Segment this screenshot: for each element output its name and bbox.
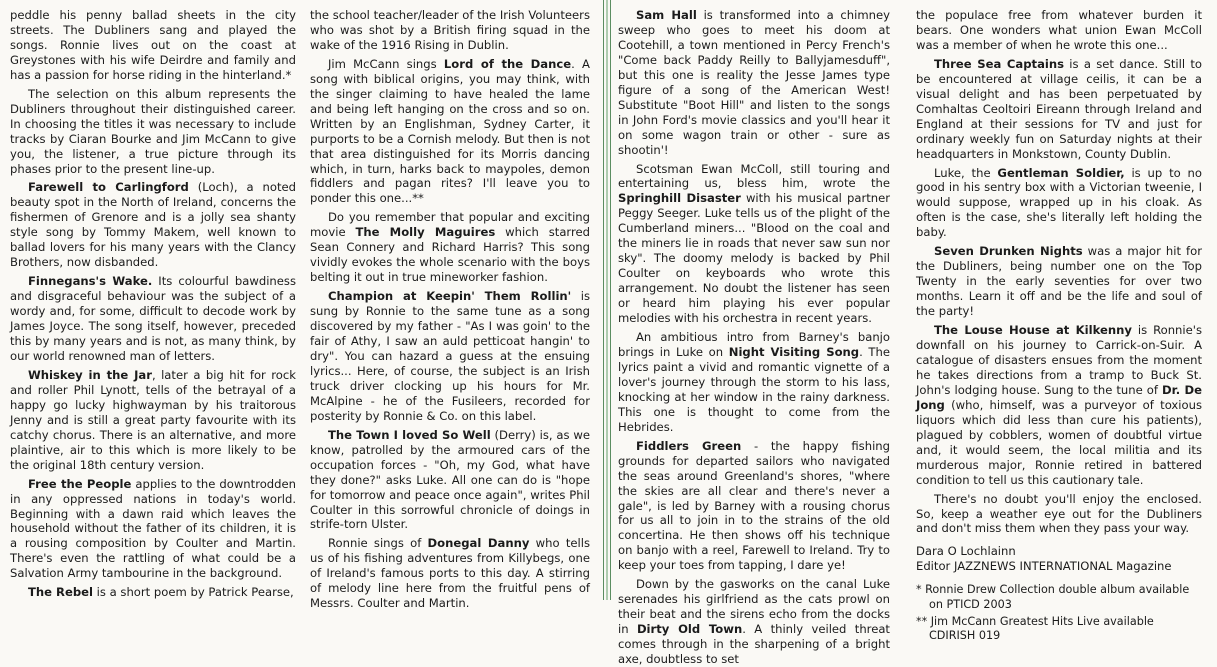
text-column-4 [902, 8, 1202, 643]
signature-block [916, 544, 1202, 574]
body-text: Its colourful bawdiness and disgraceful behaviour was the subject of a wordy and, for some, difficult to decode work by James Joyce. The song itself, however, preceded this by many years and is not, as many think, by our world renowned man of letters. [10, 274, 296, 363]
paragraph [618, 577, 890, 667]
song-title: The Louse House at Kilkenny [934, 323, 1132, 338]
body-text: with his musical partner Peggy Seeger. Luke tells us of the plight of the Cumberland miners... "Blood on the coal and the miners lie in roads that never saw sun nor sky". The doomy melody is backed by Phil Coulter on keyboards who wrote this arrangement. No doubt the listener has seen or heard him playing his ever popular melodies with his orchestra in recent years. [618, 191, 891, 326]
song-title: Lord of the Dance [443, 56, 572, 71]
paragraph [10, 477, 296, 582]
song-title: Gentleman Soldier, [997, 165, 1125, 180]
song-title: Sam Hall [636, 8, 697, 22]
text-column-1 [10, 8, 310, 600]
paragraph [618, 439, 890, 574]
paragraph [618, 8, 890, 158]
paragraph [310, 428, 590, 533]
paragraph [618, 330, 890, 435]
body-text: Scotsman Ewan McColl, still touring and entertaining us, bless him, wrote the [618, 161, 890, 191]
footnote-text: Ronnie Drew Collection double album available on PTICD 2003 [925, 583, 1190, 611]
song-title: Seven Drunken Nights [934, 244, 1083, 259]
body-text: Down by the gasworks on the canal Luke serenades his girlfriend as the cats prowl on their beat and the sirens echo from the docks in [618, 577, 890, 637]
body-text: applies to the downtrodden in any oppressed nations in today's world. Beginning with a dawn raid which leaves the household without the father of its children, it is a rousing composition by Coulter and Martin. There's even the rattling of what could be a Salvation Army tambourine in the background. [10, 476, 296, 581]
body-text: the school teacher/leader of the Irish Volunteers who was shot by a British firing squad in the wake of the 1916 Rising in Dublin. [310, 8, 590, 52]
paragraph [916, 244, 1202, 319]
paragraph [618, 162, 890, 326]
paragraph [10, 585, 296, 600]
song-title: Donegal Danny [427, 536, 530, 551]
text-column-2 [310, 8, 602, 611]
paragraph [10, 180, 296, 270]
paragraph [916, 323, 1202, 487]
paragraph [916, 492, 1202, 537]
body-text: is transformed into a chimney sweep who goes to meet his doom at Cootehill, a town mentioned in Percy French's "Come back Paddy Reilly to Ballyjamesduff", but this one is reality the Jesse James type figure of a song of the American West! Substitute "Boot Hill" and listen to the songs in John Ford's movie classics and you'll hear it on some wagon train or other - sure as shootin'! [618, 8, 890, 157]
paragraph [310, 210, 590, 285]
column-divider-mid [606, 0, 608, 600]
song-title: Springhill Disaster [618, 191, 741, 206]
song-title: Night Visiting Song [728, 344, 860, 359]
body-text: Luke, the [934, 165, 998, 180]
footnote-text: Jim McCann Greatest Hits Live available CDIRISH 019 [929, 614, 1154, 643]
paragraph [310, 289, 590, 424]
author-name: Dara O Lochlainn [916, 544, 1016, 559]
body-text: , later a big hit for rock and roller Phil Lynott, tells of the betrayal of a happy go lucky highwayman by his traitorous Jenny and is still a great party favourite with its catchy chorus. There is an alternative, and more plaintive, air to this which is more likely to be the original 18th century version. [10, 367, 296, 472]
body-text: who tells us of his fishing adventures from Killybegs, one of Ireland's famous ports to this day. A stirring of melody line here from the fruitful pens of Messrs. Coulter and Martin. [310, 536, 590, 611]
footnote [916, 583, 1202, 612]
paragraph [10, 8, 296, 83]
body-text: which starred Sean Connery and Richard Harris? This song vividly evokes the whole scenario with the boys belting it out in true mineworker fashion. [310, 225, 590, 285]
song-title: Champion at Keepin' Them Rollin' [328, 289, 572, 304]
song-title: Whiskey in the Jar [28, 367, 152, 382]
paragraph [310, 57, 590, 207]
body-text: . A song with biblical origins, you may think, with the singer claiming to have healed the lame and being left hanging on the cross and so on. Written by an Englishman, Sydney Carter, it purports to be a Cornish melody. But then is not that area distinguished for its Morris dancing which, in turn, harks back to maypoles, demon fiddlers and pagan rites? I'll leave you to ponder this one...** [310, 56, 590, 206]
paragraph [310, 8, 590, 53]
paragraph [916, 8, 1202, 53]
footnote-marker: ** [916, 614, 928, 628]
body-text: (Loch), a noted beauty spot in the North of Ireland, concerns the fishermen of Grenore and is a jolly sea shanty style song by Tommy Makem, well known to ballad lovers for his many years with the Clancy Brothers, now disbanded. [10, 180, 296, 270]
paragraph [10, 274, 296, 364]
text-columns [10, 8, 1207, 667]
author-title: Editor JAZZNEWS INTERNATIONAL Magazine [916, 559, 1172, 574]
body-text: - the happy fishing grounds for departed sailors who navigated the seas around Greenland's shores, "where the skies are all clear and there's never a gale", is led by Barney with a rousing chorus for us all to join in to the strains of the old concertina. He then shows off his technique on banjo with a reel, Farewell to Ireland. Try to keep your toes from tapping, I dare ye! [618, 438, 891, 573]
footnote-marker: * [916, 583, 922, 597]
body-text: . The lyrics paint a vivid and romantic vignette of a lover's journey through the storm to his lass, knocking at her window in the rainy darkness. This one is thought to come from the Hebrides. [618, 344, 890, 434]
song-title: The Town I loved So Well [328, 427, 491, 442]
song-title: Free the People [28, 476, 132, 491]
song-title: Finnegans's Wake. [28, 274, 153, 289]
body-text: There's no doubt you'll enjoy the enclosed. So, keep a weather eye out for the Dubliners and don't miss them when they pass your way. [916, 491, 1202, 536]
footnotes [916, 583, 1202, 643]
body-text: is Ronnie's downfall on his journey to Carrick-on-Suir. A catalogue of disasters ensues from the moment he takes directions from a tramp to Buck St. John's lodging house. Sung to the tune of [916, 323, 1202, 397]
body-text: was a major hit for the Dubliners, being number one on the Top Twenty in the early seventies for over two months. Learn it off and be the life and soul of the party! [916, 244, 1202, 319]
song-title: Fiddlers Green [636, 438, 742, 453]
paragraph [916, 166, 1202, 241]
body-text: is sung by Ronnie to the same tune as a song discovered by my father - "As I was goin' to the fair of Athy, I saw an auld petticoat hangin' to dry". You can hazard a guess at the ensuing lyrics... Here, of course, the subject is an Irish truck driver clocking up his hours for Mr. McAlpine - he of the Fusileers, recorded for posterity by Ronnie & Co. on this label. [310, 289, 590, 423]
song-title: The Rebel [28, 585, 93, 600]
body-text: An ambitious intro from Barney's banjo brings in Luke on [618, 330, 890, 359]
song-title: Dirty Old Town [636, 622, 743, 637]
body-text: The selection on this album represents the Dubliners throughout their distinguished career. In choosing the titles it was necessary to include tracks by Ciaran Bourke and Jim McCann to give you, the listener, a true picture through its phases prior to the present line-up. [10, 86, 296, 176]
body-text: Do you remember that popular and exciting movie [310, 210, 590, 240]
body-text: (Derry) is, as we know, patrolled by the armoured cars of the occupation forces - "Oh, my God, what have they done?" asks Luke. All one can do is "hope for tomorrow and peace once again", writes Phil Coulter in this sorrowful chronicle of doings in strife-torn Ulster. [310, 427, 590, 532]
song-title: Three Sea Captains [934, 56, 1065, 71]
paragraph [10, 368, 296, 473]
body-text: . A thinly veiled threat comes through in the sharpening of a bright axe, doubtless to set [618, 622, 890, 667]
body-text: is up to no good in his sentry box with a Victorian tweenie, I would suppose, wrapped up in his cloak. As often is the case, she's literally left holding the baby. [916, 165, 1202, 240]
body-text: peddle his penny ballad sheets in the city streets. The Dubliners sang and played the songs. Ronnie lives out on the coast at Greystones with his wife Deirdre and family and has a passion for horse riding in the hinterland.* [10, 8, 296, 82]
body-text: is a short poem by Patrick Pearse, [93, 585, 294, 600]
column-divider-right [610, 0, 611, 600]
body-text: is a set dance. Still to be encountered at village ceilis, it can be a visual delight and has been perpetuated by Comhaltas Ceoltoiri Eireann through Ireland and England at their sessions for TV and just for ordinary weekly fun on Saturday nights at their headquarters in Monkstown, County Dublin. [916, 56, 1202, 161]
body-text: Ronnie sings of [328, 536, 428, 551]
song-title: Dr. De Jong [916, 382, 1202, 412]
song-title: The Molly Maguires [355, 225, 496, 240]
body-text: Jim McCann sings [328, 56, 444, 71]
song-title: Farewell to Carlingford [28, 180, 189, 195]
body-text: the populace free from whatever burden it bears. One wonders what union Ewan McColl was a member of when he wrote this one... [916, 8, 1202, 52]
paragraph [916, 57, 1202, 162]
text-column-3 [602, 8, 902, 667]
footnote [916, 615, 1202, 644]
body-text: (who, himself, was a purveyor of toxious liquors which did less than cure his patients), plagued by cobblers, women of doubtful virtue and, it would seem, the local militia and its murderous major, Ronnie retired in battered condition to tell us this cautionary tale. [916, 397, 1202, 487]
paragraph [10, 87, 296, 177]
column-divider-left [603, 0, 604, 600]
